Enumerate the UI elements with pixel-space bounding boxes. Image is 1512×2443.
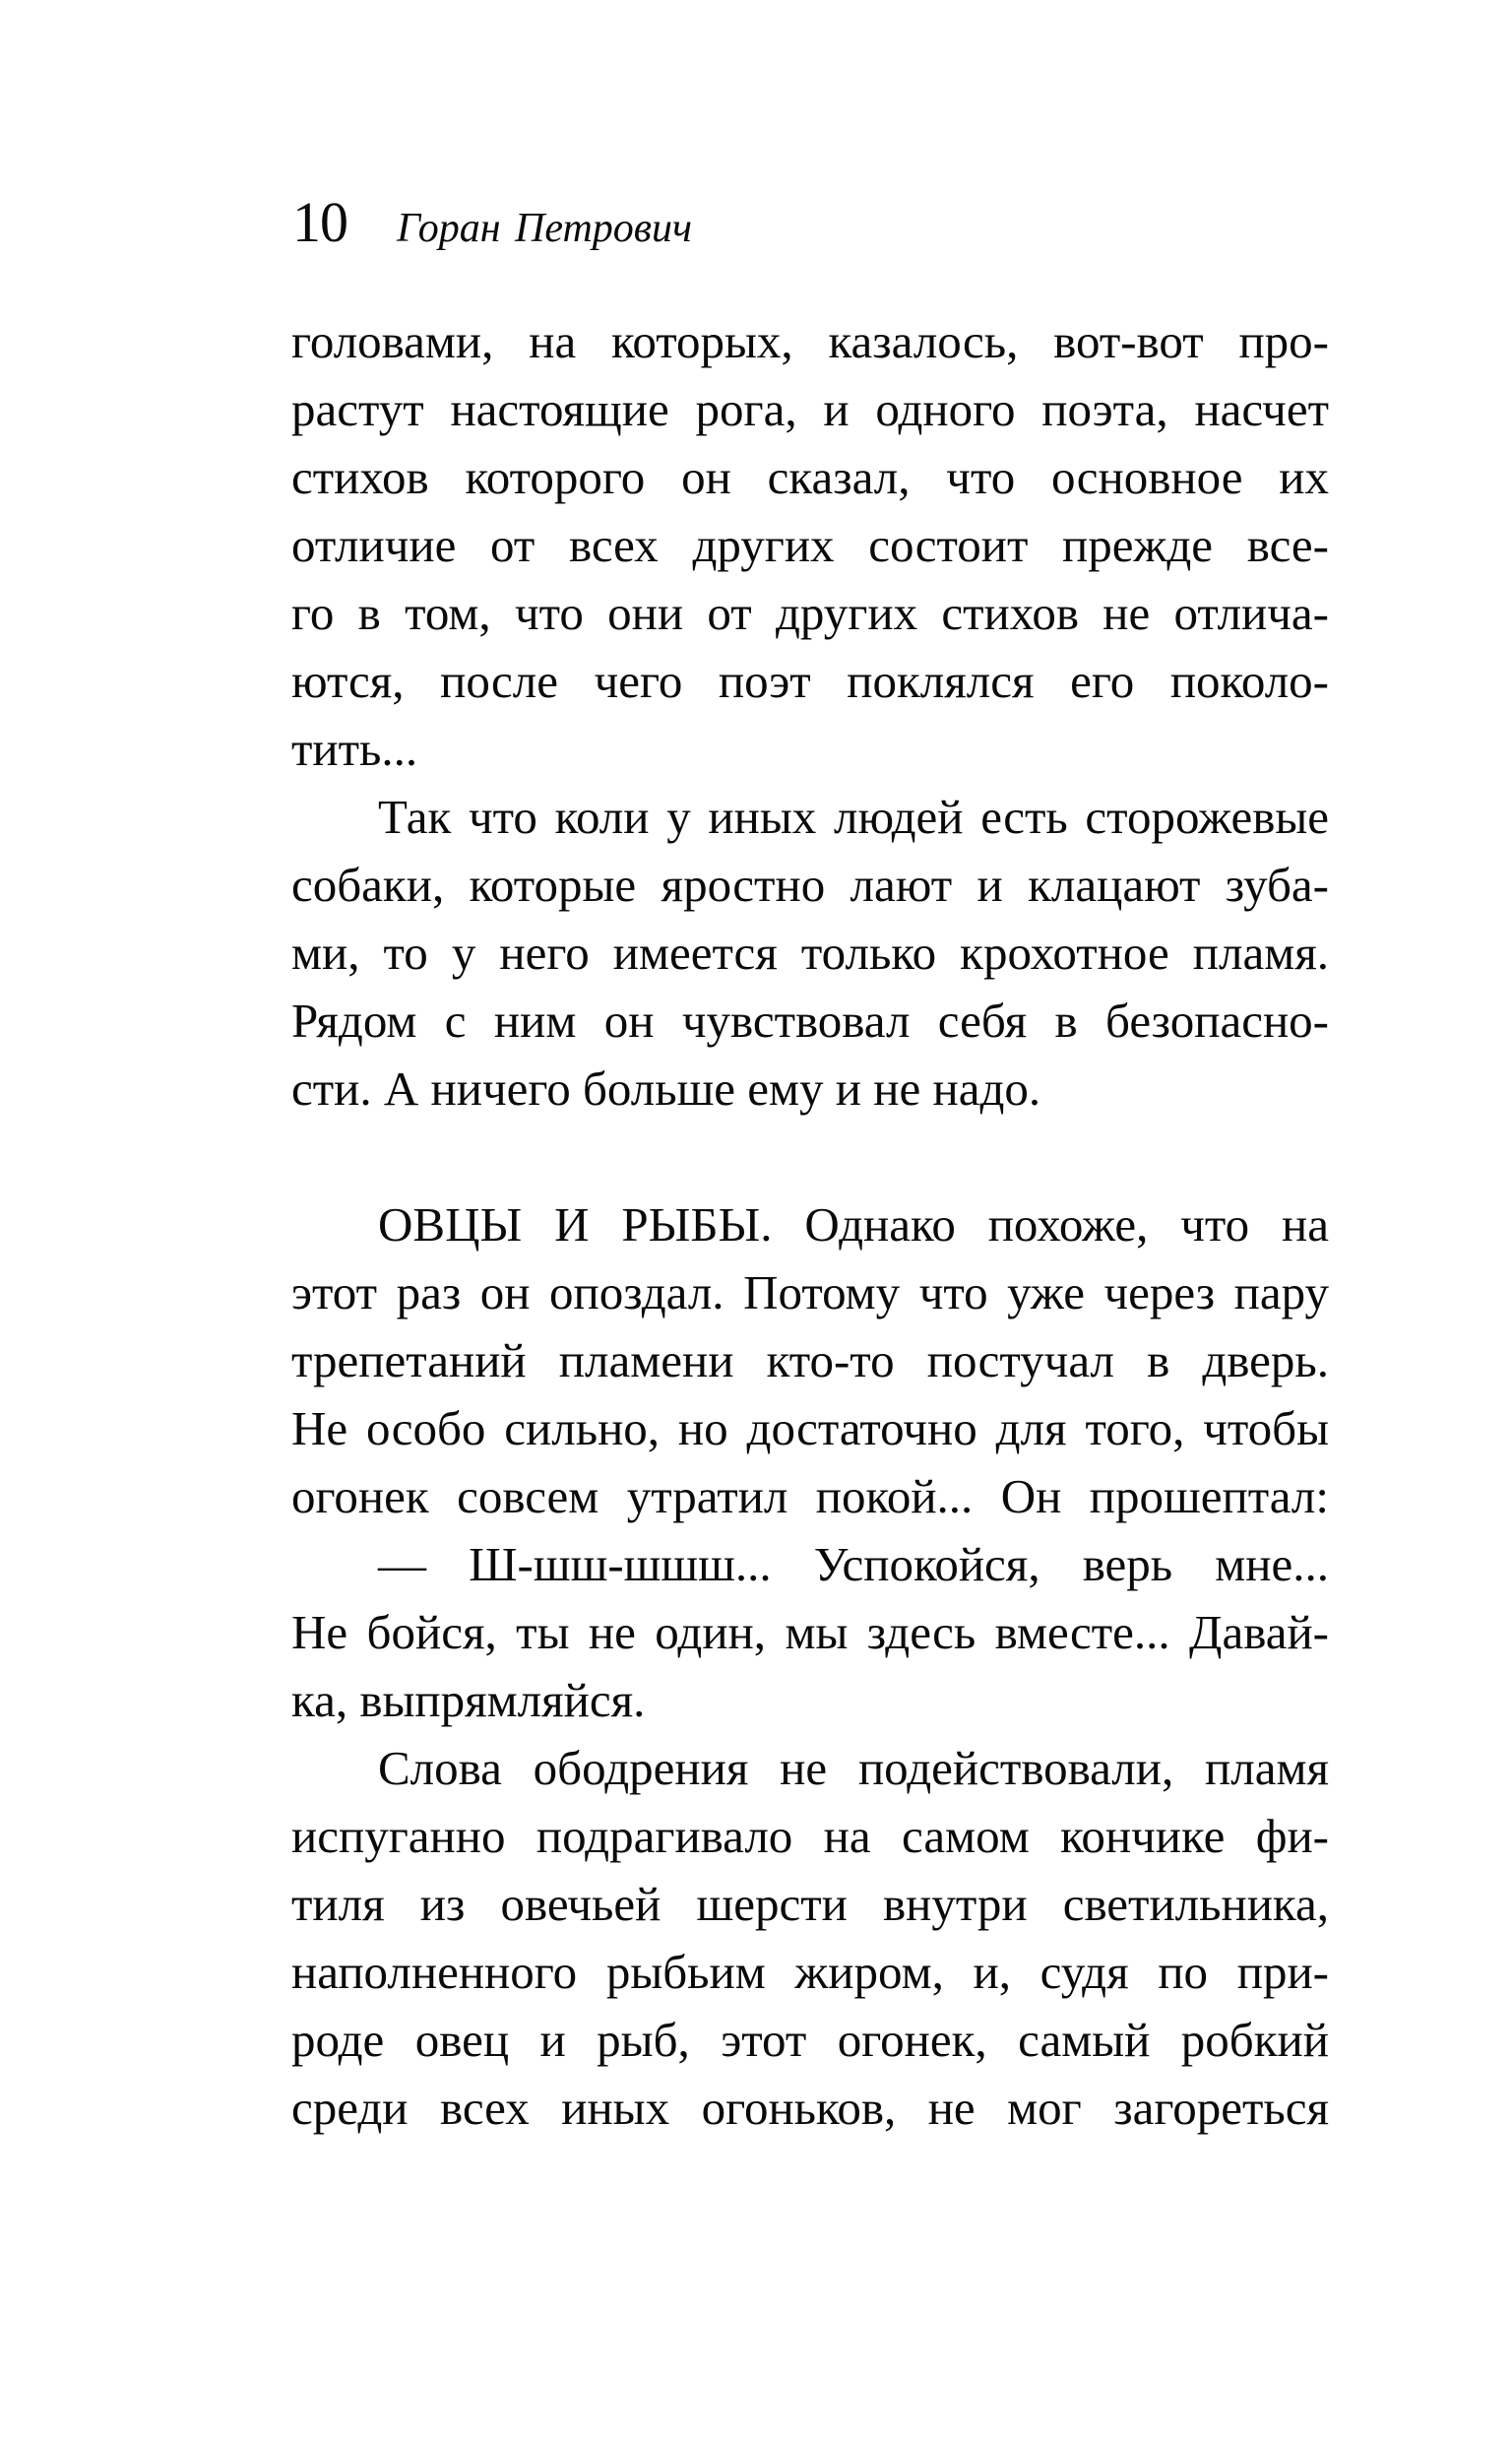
text-line: ми, то у него имеется только крохотное пламя. — [291, 926, 1329, 980]
text-line: Так что коли у иных людей есть сторожевые — [378, 790, 1329, 844]
paragraph — [291, 1734, 1329, 2142]
section-break — [291, 1123, 1329, 1190]
text-line: ются, после чего поэт поклялся его поколо- — [291, 654, 1329, 708]
text-line: среди всех иных огоньков, не мог загореться — [291, 2081, 1329, 2135]
text-line: тиля из овечьей шерсти внутри светильника, — [291, 1877, 1329, 1931]
text-line: растут настоящие рога, и одного поэта, насчет — [291, 382, 1329, 436]
running-head-author: Горан Петрович — [397, 206, 693, 251]
text-line: Не особо сильно, но достаточно для того, чтобы — [291, 1401, 1329, 1455]
text-line: — Ш-шш-шшш... Успокойся, верь мне... — [378, 1537, 1329, 1591]
body-text — [291, 307, 1329, 2142]
text-line: тить... — [291, 722, 418, 776]
text-line: Рядом с ним он чувствовал себя в безопасно- — [291, 994, 1329, 1048]
text-line: огонек совсем утратил покой... Он прошептал: — [291, 1469, 1329, 1523]
page-number: 10 — [292, 190, 347, 254]
text-line: испуганно подрагивало на самом кончике фи- — [291, 1809, 1329, 1863]
text-line: наполненного рыбьим жиром, и, судя по при- — [291, 1945, 1329, 1999]
paragraph — [291, 1190, 1329, 1530]
paragraph — [291, 307, 1329, 783]
running-head — [292, 190, 693, 254]
text-line: трепетаний пламени кто-то постучал в дверь. — [291, 1333, 1329, 1387]
text-line: ка, выпрямляйся. — [291, 1673, 646, 1727]
text-line: роде овец и рыб, этот огонек, самый робкий — [291, 2013, 1329, 2067]
text-line: этот раз он опоздал. Потому что уже через пару — [291, 1265, 1329, 1319]
text-line: головами, на которых, казалось, вот-вот про- — [291, 314, 1329, 368]
text-line: Не бойся, ты не один, мы здесь вместе... Давай- — [291, 1605, 1329, 1659]
text-line: отличие от всех других состоит прежде все- — [291, 518, 1329, 572]
paragraph — [291, 783, 1329, 1123]
text-line: стихов которого он сказал, что основное их — [291, 450, 1329, 504]
dialogue-paragraph — [291, 1530, 1329, 1734]
text-line: сти. А ничего больше ему и не надо. — [291, 1061, 1041, 1116]
text-line: Слова ободрения не подействовали, пламя — [378, 1741, 1329, 1795]
text-line: собаки, которые яростно лают и клацают зуба- — [291, 858, 1329, 912]
text-line: ОВЦЫ И РЫБЫ. Однако похоже, что на — [378, 1197, 1329, 1252]
text-line: го в том, что они от других стихов не отлича- — [291, 586, 1329, 640]
